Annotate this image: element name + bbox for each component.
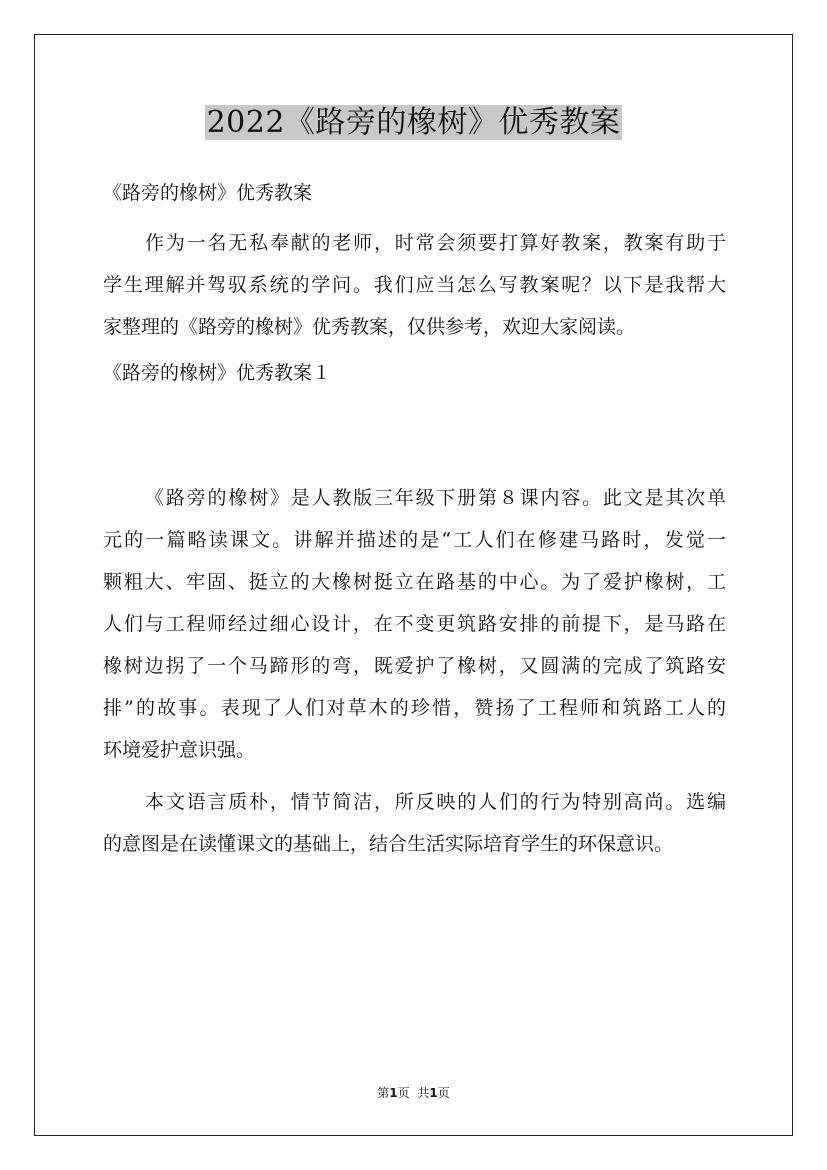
footer-page-prefix: 第 bbox=[377, 1086, 390, 1100]
paragraph1-line-5: 橡树边拐了一个马蹄形的弯，既爱护了橡树，又圆满的完成了筑路安 bbox=[103, 655, 726, 677]
paragraph1-line-3: 颗粗大、牢固、挺立的大橡树挺立在路基的中心。为了爱护橡树，工 bbox=[103, 571, 726, 593]
paragraph2-line-2: 的意图是在读懂课文的基础上，结合生活实际培育学生的环保意识。 bbox=[103, 833, 674, 855]
section-heading: 《路旁的橡树》优秀教案１ bbox=[103, 362, 332, 384]
footer-total-prefix: 共 bbox=[417, 1086, 430, 1100]
intro-line-1: 作为一名无私奉献的老师，时常会须要打算好教案，教案有助于 bbox=[145, 232, 726, 254]
footer-total-number: 1 bbox=[429, 1086, 438, 1100]
footer-page-number: 1 bbox=[389, 1086, 398, 1100]
paragraph1-line-6: 排”的故事。表现了人们对草木的珍惜，赞扬了工程师和筑路工人的 bbox=[103, 697, 726, 719]
intro-line-2: 学生理解并驾驭系统的学问。我们应当怎么写教案呢？以下是我帮大 bbox=[103, 274, 726, 296]
footer-total-suffix: 页 bbox=[437, 1086, 450, 1100]
paragraph1-line-7: 环境爱护意识强。 bbox=[103, 739, 256, 761]
document-subtitle: 《路旁的橡树》优秀教案 bbox=[103, 182, 313, 204]
paragraph1-line-1: 《路旁的橡树》是人教版三年级下册第８课内容。此文是其次单 bbox=[145, 487, 726, 509]
paragraph1-line-2: 元的一篇略读课文。讲解并描述的是“工人们在修建马路时，发觉一 bbox=[103, 529, 726, 551]
document-body bbox=[103, 172, 726, 865]
intro-line-3: 家整理的《路旁的橡树》优秀教案，仅供参考，欢迎大家阅读。 bbox=[103, 316, 636, 338]
document-title bbox=[0, 103, 827, 143]
footer-page-suffix: 页 bbox=[397, 1086, 410, 1100]
document-title-text: 2022《路旁的橡树》优秀教案 bbox=[206, 105, 621, 140]
page-footer bbox=[0, 1084, 827, 1101]
paragraph1-line-4: 人们与工程师经过细心设计，在不变更筑路安排的前提下，是马路在 bbox=[103, 613, 726, 635]
paragraph2-line-1: 本文语言质朴，情节简洁，所反映的人们的行为特别高尚。选编 bbox=[145, 791, 726, 813]
